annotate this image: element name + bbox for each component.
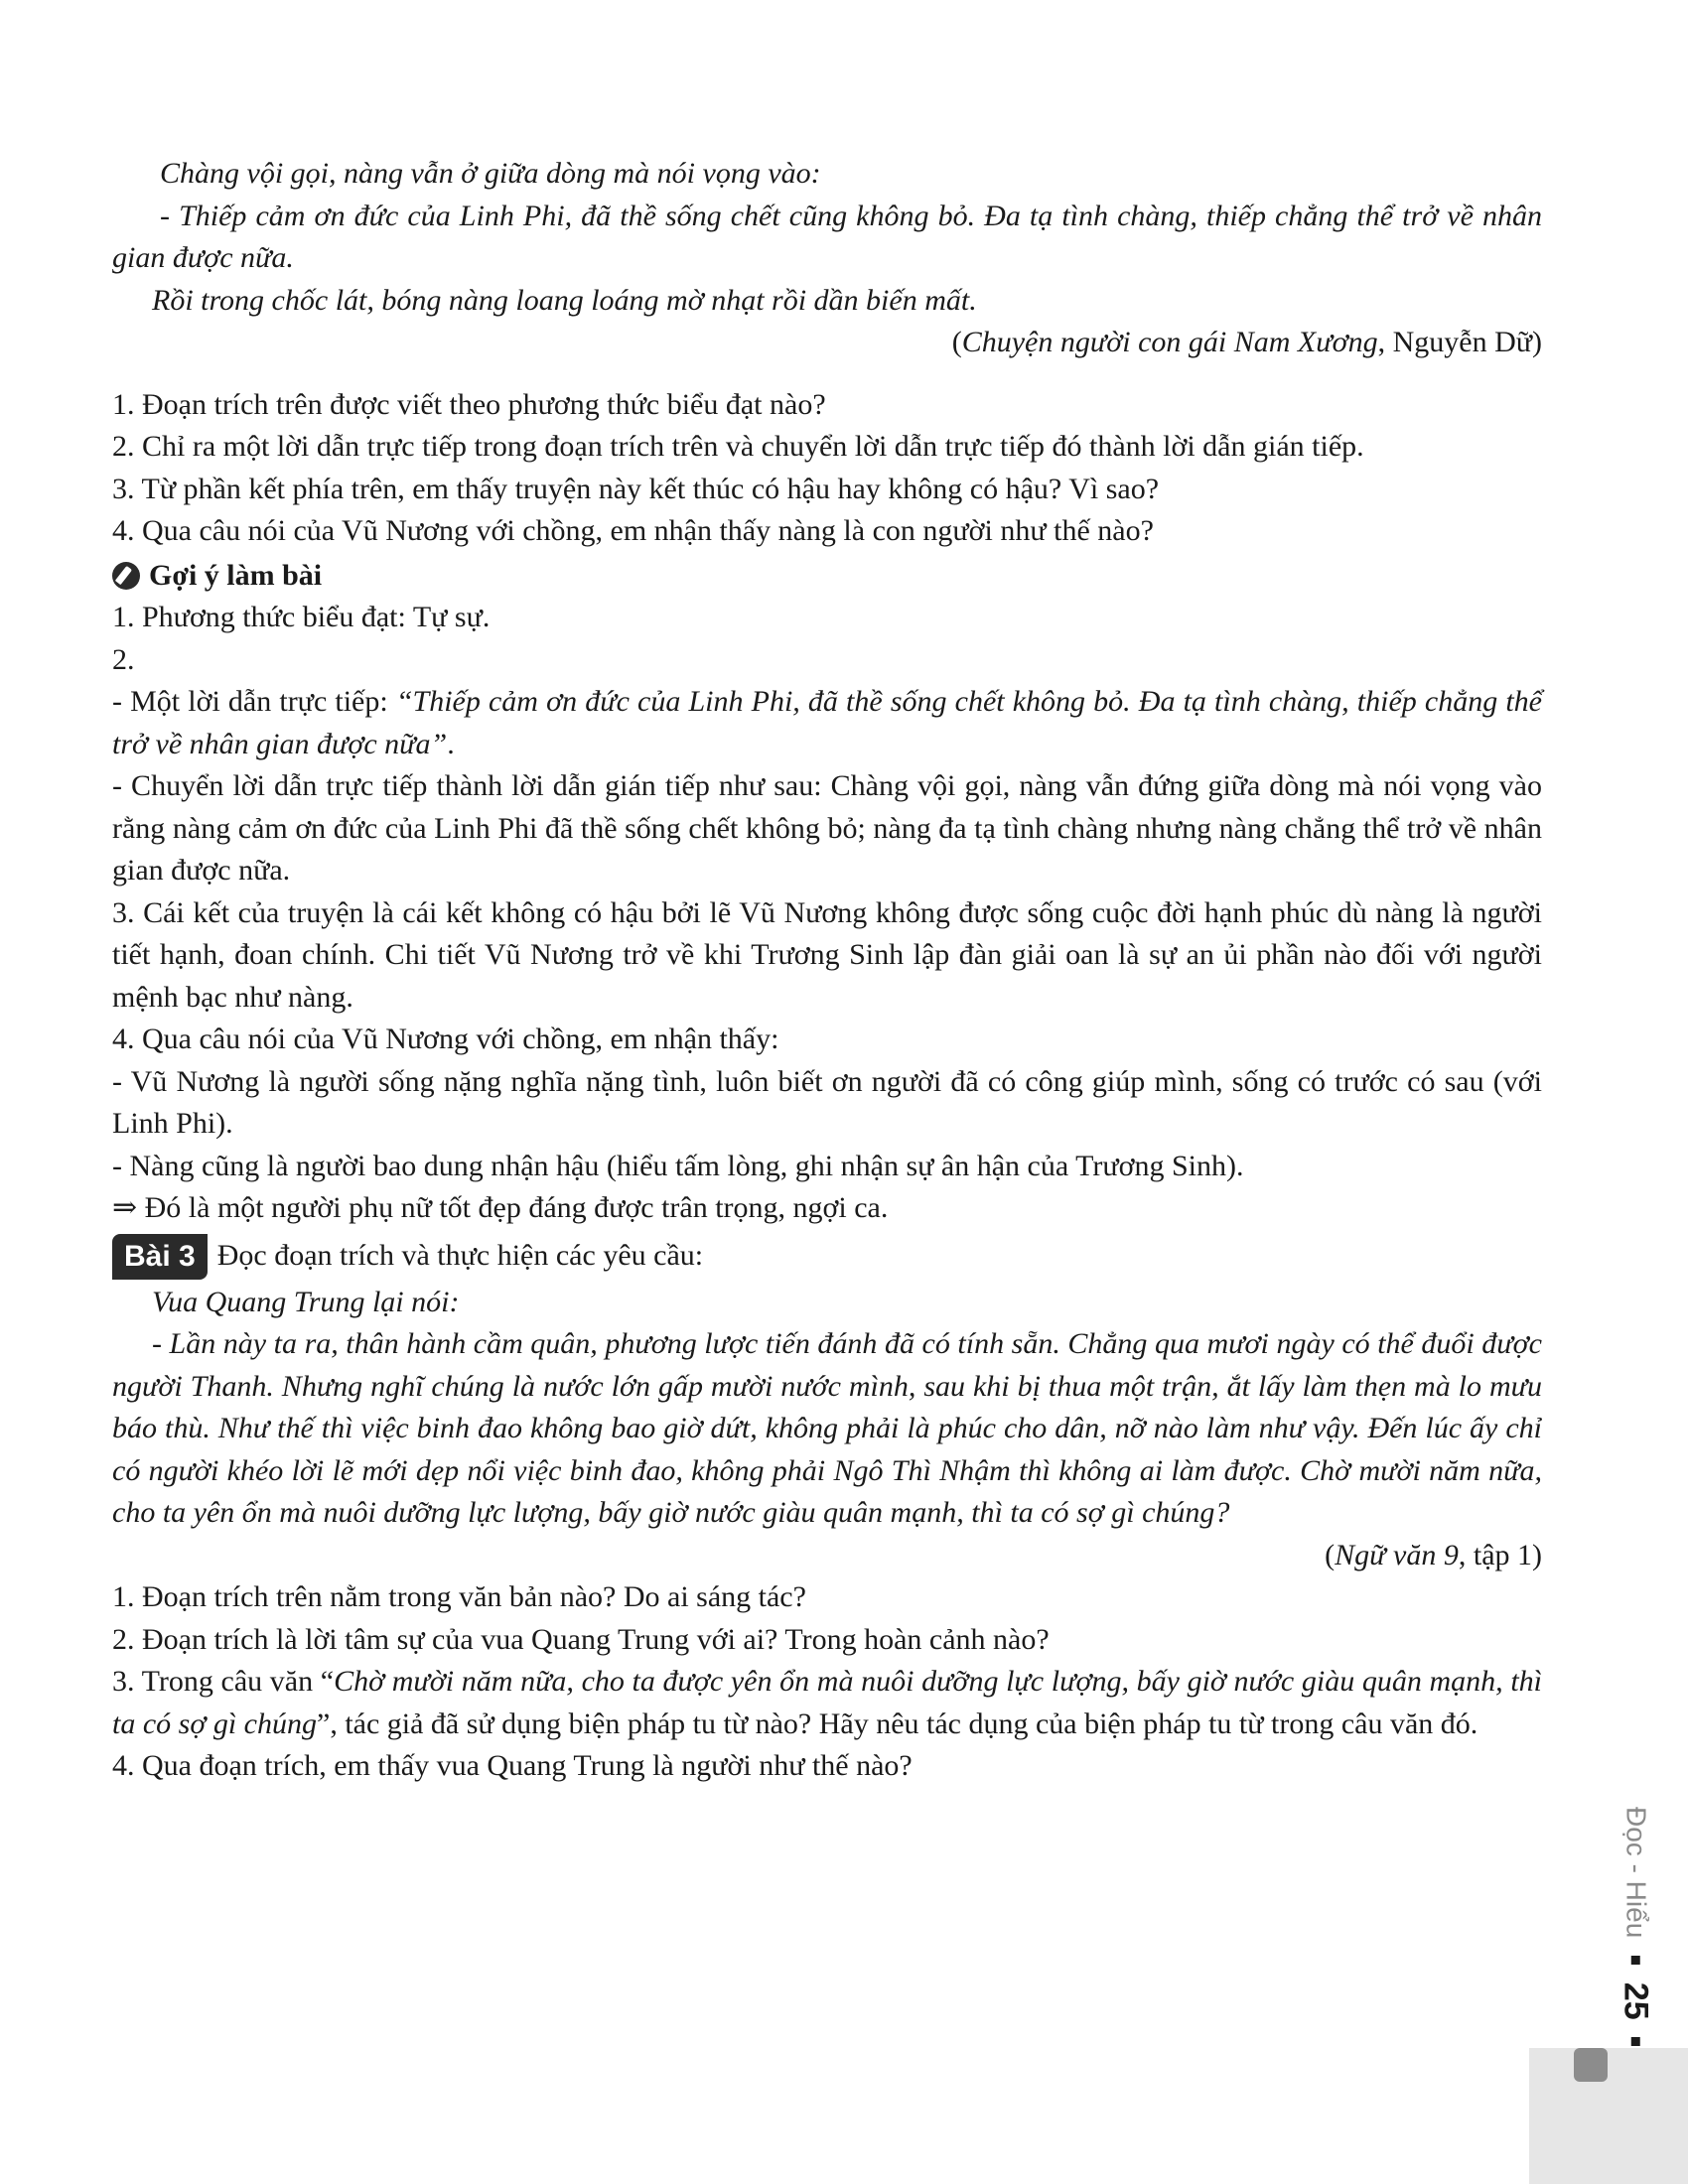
passage1-line1: Chàng vội gọi, nàng vẫn ở giữa dòng mà nói vọng vào: bbox=[160, 157, 821, 190]
quoted-sentence: Chờ mười năm nữa, cho ta được yên ổn mà nuôi dưỡng lực lượng, bấy giờ nước giàu quân mạnh, thì ta có sợ gì chúng bbox=[112, 1665, 1542, 1740]
answer-3: 3. Cái kết của truyện là cái kết không có hậu bởi lẽ Vũ Nương không được sống cuộc đời hạnh phúc dù nàng là người tiết hạnh, đoan chính. Chi tiết Vũ Nương trở về khi Trương Sinh lập đàn giải oan là sự an ủi phần nào đối với người mệnh bạc như nàng. bbox=[112, 895, 1542, 1014]
source-title: Chuyện người con gái Nam Xương bbox=[961, 326, 1378, 358]
passage2-source: (Ngữ văn 9, tập 1) bbox=[1325, 1538, 1542, 1571]
page-number: 25 bbox=[1617, 1981, 1655, 2020]
answer-2: 2. bbox=[112, 642, 135, 676]
question-3: 3. Từ phần kết phía trên, em thấy truyện này kết thúc có hậu hay không có hậu? Vì sao? bbox=[112, 472, 1160, 505]
answer-4-bullet-2: - Nàng cũng là người bao dung nhận hậu (hiểu tấm lòng, ghi nhận sự ân hận của Trương Sinh). bbox=[112, 1149, 1244, 1182]
separator-dot bbox=[1631, 2037, 1640, 2046]
answer-2-quote: - Một lời dẫn trực tiếp: “Thiếp cảm ơn đức của Linh Phi, đã thề sống chết không bỏ. Đa tạ tình chàng, thiếp chẳng thể trở về nhân gian được nữa”. bbox=[112, 685, 1542, 760]
passage2-line2: - Lần này ta ra, thân hành cầm quân, phương lược tiến đánh đã có tính sẵn. Chẳng qua mươi ngày có thể đuổi được người Thanh. Nhưng nghĩ chúng là nước lớn gấp mười nước mình, sau khi bị thua một trận, ắt lấy làm thẹn mà lo mưu báo thù. Như thế thì việc binh đao không bao giờ dứt, không phải là phúc cho dân, nỡ nào làm như vậy. Đến lúc ấy chỉ có người khéo lời lẽ mới dẹp nổi việc binh đao, không phải Ngô Thì Nhậm thì không ai làm được. Chờ mười năm nữa, cho ta yên ổn mà nuôi dưỡng lực lượng, bấy giờ nước giàu quân mạnh, thì ta có sợ gì chúng? bbox=[112, 1327, 1542, 1529]
passage1-source: (Chuyện người con gái Nam Xương, Nguyễn Dữ) bbox=[951, 326, 1542, 358]
page-corner-tab bbox=[1529, 2048, 1688, 2184]
section-name: Đọc - Hiểu bbox=[1620, 1807, 1652, 1939]
passage2-line1: Vua Quang Trung lại nói: bbox=[152, 1285, 460, 1318]
sidebar-label bbox=[1615, 1807, 1657, 2056]
direct-quote: “Thiếp cảm ơn đức của Linh Phi, đã thề sống chết không bỏ. Đa tạ tình chàng, thiếp chẳng thể trở về nhân gian được nữa” bbox=[112, 685, 1542, 760]
exercise-3-question-2: 2. Đoạn trích là lời tâm sự của vua Quang Trung với ai? Trong hoàn cảnh nào? bbox=[112, 1622, 1050, 1656]
answer-4: 4. Qua câu nói của Vũ Nương với chồng, em nhận thấy: bbox=[112, 1023, 779, 1055]
separator-dot bbox=[1631, 1956, 1640, 1965]
pencil-icon bbox=[112, 562, 140, 590]
question-2: 2. Chỉ ra một lời dẫn trực tiếp trong đoạn trích trên và chuyển lời dẫn trực tiếp đó thành lời dẫn gián tiếp. bbox=[112, 430, 1364, 463]
answer-2-convert: - Chuyển lời dẫn trực tiếp thành lời dẫn gián tiếp như sau: Chàng vội gọi, nàng vẫn đứng giữa dòng mà nói vọng vào rằng nàng cảm ơn đức của Linh Phi đã thề sống chết không bỏ; nàng đa tạ tình chàng nhưng nàng chẳng thể trở về nhân gian được nữa. bbox=[112, 769, 1542, 887]
exercise-3-question-4: 4. Qua đoạn trích, em thấy vua Quang Trung là người như thế nào? bbox=[112, 1749, 913, 1782]
answer-1: 1. Phương thức biểu đạt: Tự sự. bbox=[112, 601, 491, 633]
passage1-line3: Rồi trong chốc lát, bóng nàng loang loáng mờ nhạt rồi dần biến mất. bbox=[152, 283, 977, 317]
exercise-3-question-3: 3. Trong câu văn “Chờ mười năm nữa, cho ta được yên ổn mà nuôi dưỡng lực lượng, bấy giờ nước giàu quân mạnh, thì ta có sợ gì chúng”, tác giả đã sử dụng biện pháp tu từ nào? Hãy nêu tác dụng của biện pháp tu từ trong câu văn đó. bbox=[112, 1665, 1542, 1740]
source-title: Ngữ văn 9 bbox=[1335, 1538, 1459, 1571]
hint-heading bbox=[112, 555, 1542, 598]
exercise-3-question-1: 1. Đoạn trích trên nằm trong văn bản nào? Do ai sáng tác? bbox=[112, 1580, 806, 1613]
exercise-3-heading bbox=[112, 1234, 1542, 1280]
question-4: 4. Qua câu nói của Vũ Nương với chồng, em nhận thấy nàng là con người như thế nào? bbox=[112, 514, 1154, 547]
exercise-instruction: Đọc đoạn trích và thực hiện các yêu cầu: bbox=[216, 1239, 704, 1273]
answer-4-conclusion: ⇒ Đó là một người phụ nữ tốt đẹp đáng được trân trọng, ngợi ca. bbox=[112, 1191, 889, 1224]
page-content bbox=[112, 153, 1542, 1788]
exercise-badge: Bài 3 bbox=[112, 1234, 208, 1280]
answer-4-bullet-1: - Vũ Nương là người sống nặng nghĩa nặng tình, luôn biết ơn người đã có công giúp mình, sống có trước có sau (với Linh Phi). bbox=[112, 1064, 1542, 1140]
question-1: 1. Đoạn trích trên được viết theo phương thức biểu đạt nào? bbox=[112, 387, 826, 421]
tab-marker bbox=[1574, 2048, 1608, 2082]
hint-title: Gợi ý làm bài bbox=[149, 558, 323, 592]
passage1-line2: - Thiếp cảm ơn đức của Linh Phi, đã thề sống chết cũng không bỏ. Đa tạ tình chàng, thiếp chẳng thể trở về nhân gian được nữa. bbox=[112, 199, 1542, 274]
